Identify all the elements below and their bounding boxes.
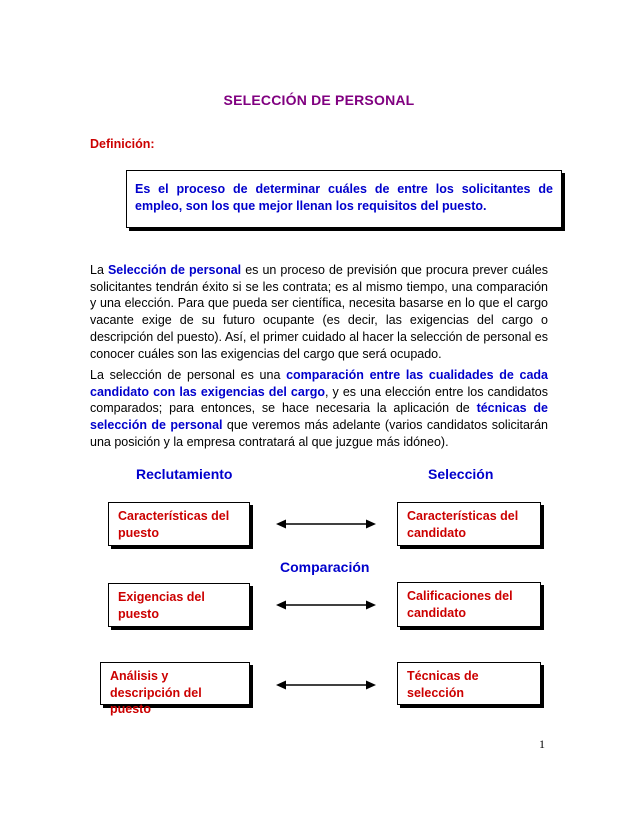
box-analisis-descripcion: Análisis y descripción del puesto: [100, 662, 250, 705]
highlight-term: técnicas de selección de personal: [90, 401, 548, 433]
highlight-term: comparación entre las cualidades de cada candidato con las exigencias del cargo: [90, 368, 548, 399]
double-arrow-icon: [276, 518, 376, 530]
highlight-term: Selección de personal: [107, 263, 242, 277]
paragraph-text: que veremos más adelante (varios candidatos solicitarán una posición y la empresa contratará al que juzgue más idóneo).: [90, 418, 549, 449]
paragraph-text: La selección de personal es una: [90, 368, 287, 382]
paragraph-text: es un proceso de previsión que procura prever cuáles solicitantes tendrán éxito si se les contrata; es al mismo tiempo, una comparación y una elección. Para que pueda ser científica, necesita basarse en lo que el cargo vacante exige de su futuro ocupante (es decir, las exigencias del cargo o descripción del puesto). Así, el primer cuidado al hacer la selección de personal es conocer cuáles son las exigencias del cargo que será ocupado.: [90, 263, 548, 361]
definition-label: Definición:: [90, 137, 155, 151]
page-title: SELECCIÓN DE PERSONAL: [223, 92, 415, 108]
paragraph-comparacion: [90, 367, 548, 451]
page-number: 1: [539, 737, 545, 751]
heading-reclutamiento: Reclutamiento: [136, 466, 233, 482]
paragraph-text: , y es una elección entre los candidatos comparados; para entonces, se hace necesaria la aplicación de: [90, 384, 548, 416]
heading-seleccion: Selección: [428, 466, 494, 482]
box-caracteristicas-candidato: Características del candidato: [397, 502, 541, 546]
label-comparacion: Comparación: [280, 559, 370, 575]
paragraph-text: La: [90, 263, 108, 277]
box-tecnicas-seleccion: Técnicas de selección: [397, 662, 541, 705]
box-calificaciones-candidato: Calificaciones del candidato: [397, 582, 541, 627]
box-caracteristicas-puesto: Características del puesto: [108, 502, 250, 546]
definition-box: [126, 170, 562, 228]
paragraph-seleccion: [90, 262, 548, 362]
box-exigencias-puesto: Exigencias del puesto: [108, 583, 250, 627]
double-arrow-icon: [276, 679, 376, 691]
double-arrow-icon: [276, 599, 376, 611]
definition-text: Es el proceso de determinar cuáles de entre los solicitantes de empleo, son los que mejor llenan los requisitos del puesto.: [135, 182, 553, 213]
